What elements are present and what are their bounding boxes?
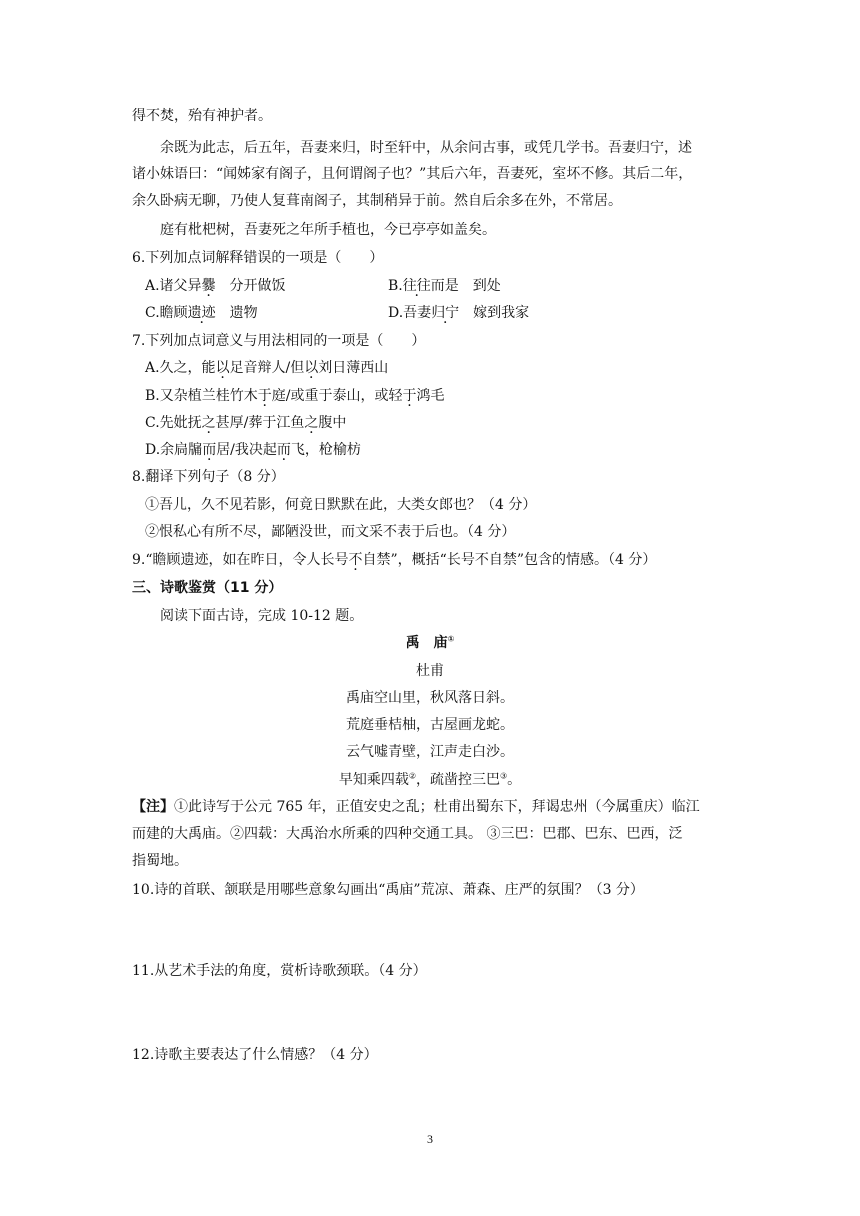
question-text: ”，概括“长号不自禁”包含的情感。（4 分） bbox=[390, 552, 657, 568]
dotted-word: 遗迹 bbox=[187, 305, 216, 321]
section-instruction: 阅读下面古诗，完成 10-12 题。 bbox=[160, 608, 364, 624]
notes-label: 【注】 bbox=[132, 799, 174, 815]
dotted-word: 以 bbox=[215, 360, 230, 376]
option-text: 居/我决起 bbox=[216, 442, 277, 458]
notes-text: ①此诗写于公元 765 年，正值安史之乱；杜甫出蜀东下，拜谒忠州（今属重庆）临江 bbox=[174, 799, 700, 815]
dotted-word: 爨 bbox=[201, 278, 216, 294]
poem-title bbox=[0, 633, 860, 653]
question-10: 10.诗的首联、颔联是用哪些意象勾画出“禹庙”荒凉、萧森、庄严的氛围？（3 分） bbox=[132, 882, 644, 898]
dotted-word: 以 bbox=[304, 360, 319, 376]
notes-line-2: 而建的大禹庙。②四载：大禹治水所乘的四种交通工具。 ③三巴：巴郡、巴东、巴西，泛 bbox=[132, 826, 683, 842]
dotted-word: 长号不自禁 · bbox=[321, 552, 391, 568]
dotted-word: 之 bbox=[304, 415, 319, 431]
option-text: A.久之，能 bbox=[145, 360, 216, 376]
option-text: 鸿毛 bbox=[416, 388, 445, 404]
footnote-marker: ② bbox=[408, 771, 416, 781]
notes-line-3: 指蜀地。 bbox=[132, 853, 188, 869]
poem-line-4 bbox=[0, 770, 860, 790]
question-9 bbox=[132, 550, 656, 570]
q7-option-c bbox=[145, 413, 346, 433]
q6-option-d bbox=[388, 303, 529, 323]
question-8-stem: 8.翻译下列句子（8 分） bbox=[132, 469, 285, 485]
page-number: 3 bbox=[427, 1132, 433, 1146]
poem-text: 早知乘四载 bbox=[338, 772, 409, 788]
dotted-word: 而 bbox=[202, 442, 217, 458]
question-text: 9.“瞻顾遗迹，如在昨日，令人 bbox=[132, 552, 321, 568]
poem-title-text: 禹 庙 bbox=[405, 635, 448, 651]
option-text: 嫁到我家 bbox=[459, 305, 530, 321]
q8-sentence-2: ②恨私心有所不尽，鄙陋没世，而文采不表于后也。（4 分） bbox=[145, 524, 516, 540]
q8-sentence-1: ①吾儿，久不见若影，何竟日默默在此，大类女郎也？（4 分） bbox=[145, 497, 537, 513]
option-text: 足音辩人/但 bbox=[229, 360, 305, 376]
option-text: 分开做饭 bbox=[215, 278, 286, 294]
passage-line: 诸小妹语曰：“闻姊家有阁子，且何谓阁子也？”其后六年，吾妻死，室坏不修。其后二年， bbox=[132, 166, 693, 182]
question-7-stem: 7.下列加点词意义与用法相同的一项是（ ） bbox=[132, 333, 426, 349]
option-text: 飞，枪榆枋 bbox=[290, 442, 361, 458]
option-text: A.诸父异 bbox=[145, 278, 202, 294]
option-text: 而是 到处 bbox=[430, 278, 501, 294]
option-text: 腹中 bbox=[318, 415, 347, 431]
dotted-word: 往往 bbox=[402, 278, 431, 294]
dotted-word: 之 bbox=[201, 415, 216, 431]
footnote-marker: ① bbox=[447, 634, 455, 644]
poem-text: 。 bbox=[507, 772, 522, 788]
passage-line: 庭有枇杷树，吾妻死之年所手植也，今已亭亭如盖矣。 bbox=[160, 222, 496, 238]
dotted-word: 而 bbox=[276, 442, 291, 458]
option-text: 庭/或重于泰山，或轻 bbox=[271, 388, 403, 404]
option-text: 遗物 bbox=[215, 305, 258, 321]
q6-option-c bbox=[145, 303, 258, 323]
question-11: 11.从艺术手法的角度，赏析诗歌颈联。（4 分） bbox=[132, 963, 427, 979]
q7-option-a bbox=[145, 358, 388, 378]
option-text: C.先妣抚 bbox=[145, 415, 202, 431]
q7-option-b bbox=[145, 386, 444, 406]
option-text: B.又杂植兰桂竹木 bbox=[145, 388, 258, 404]
dotted-word: 归宁 bbox=[431, 305, 460, 321]
option-text: C.瞻顾 bbox=[145, 305, 188, 321]
dotted-word: 于 bbox=[257, 388, 272, 404]
section-heading: 三、诗歌鉴赏（11 分） bbox=[132, 580, 283, 596]
option-text: D.余扃牖 bbox=[145, 442, 203, 458]
footnote-marker: ③ bbox=[500, 771, 508, 781]
passage-line: 余久卧病无聊，乃使人复葺南阁子，其制稍异于前。然自后余多在外，不常居。 bbox=[132, 193, 622, 209]
option-text: D.吾妻 bbox=[388, 305, 432, 321]
poem-text: ，疏凿控三巴 bbox=[416, 772, 500, 788]
q6-option-b bbox=[388, 276, 501, 296]
poem-author: 杜甫 bbox=[416, 663, 444, 679]
q6-option-a bbox=[145, 276, 286, 296]
option-text: 甚厚/葬于江鱼 bbox=[215, 415, 305, 431]
option-text: 刘日薄西山 bbox=[318, 360, 389, 376]
poem-line-2: 荒庭垂桔柚，古屋画龙蛇。 bbox=[346, 717, 514, 733]
question-6-stem: 6.下列加点词解释错误的一项是（ ） bbox=[132, 250, 384, 266]
dotted-word: 于 bbox=[402, 388, 417, 404]
poem-line-3: 云气嘘青壁，江声走白沙。 bbox=[346, 744, 514, 760]
poem-line-1: 禹庙空山里，秋风落日斜。 bbox=[346, 690, 514, 706]
q7-option-d bbox=[145, 440, 361, 460]
option-text: B. bbox=[388, 278, 403, 294]
question-12: 12.诗歌主要表达了什么情感？（4 分） bbox=[132, 1047, 378, 1063]
passage-line: 得不焚，殆有神护者。 bbox=[132, 108, 272, 124]
notes-line-1 bbox=[132, 797, 700, 817]
passage-line: 余既为此志，后五年，吾妻来归，时至轩中，从余问古事，或凭几学书。吾妻归宁，述 bbox=[160, 140, 692, 156]
